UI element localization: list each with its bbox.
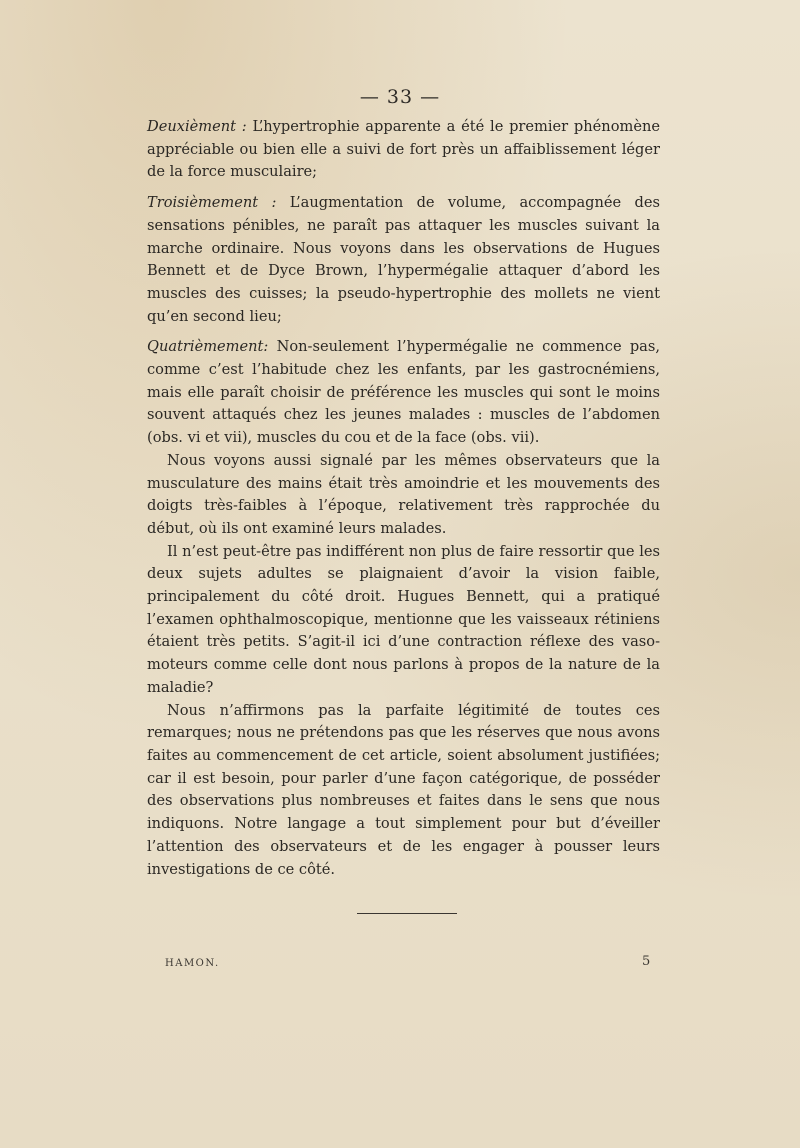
body-text — [147, 116, 660, 881]
paragraph-text: L’hypertrophie apparente a été le premier phénomène appréciable ou bien elle a suivi de fort près un affaiblissement léger de la force musculaire; — [147, 118, 660, 181]
paragraph-text: Non-seulement l’hypermégalie ne commence pas, comme c’est l’habitude chez les enfants, par les gastrocnémiens, mais elle paraît choisir de préférence les muscles qui sont le moins souvent attaqués chez les jeunes malades : muscles de l’abdomen (obs. vi et vii), muscles du cou et de la face (obs. vii). — [147, 338, 661, 447]
paragraph-text: Nous n’affirmons pas la parfaite légitimité de toutes ces remarques; nous ne prétendons pas que les réserves que nous avons faites au commencement de cet article, soient absolument justifiées; car il est besoin, pour parler d’une façon catégorique, de posséder des observations plus nombreuses et faites dans le sens que nous indiquons. Notre langage a tout simplement pour but d’éveiller l’attention des observateurs et de les engager à pousser leurs investigations de ce côté. — [147, 701, 660, 878]
paragraph — [147, 541, 660, 700]
paragraph — [147, 450, 660, 541]
signature-mark: HAMON. — [165, 958, 220, 969]
paragraph-lead: Deuxièment : — [147, 118, 247, 135]
paragraph-lead: Troisièmement : — [147, 194, 277, 212]
footnote-rule — [357, 913, 457, 914]
paragraph — [147, 336, 660, 450]
paragraph-lead: Quatrièmement: — [147, 338, 269, 356]
paragraph-text: Il n’est peut-être pas indifférent non plus de faire ressortir que les deux sujets adultes se plaignaient d’avoir la vision faible, principalement du côté droit. Hugues Bennett, qui a pratiqué l’examen ophthalmoscopique, mentionne que les vaisseaux rétiniens étaient très petits. S’agit-il ici d’une contraction réflexe des vaso-moteurs comme celle dont nous parlons à propos de la nature de la maladie? — [147, 542, 660, 696]
paragraph-text: L’augmentation de volume, accompagnée des sensations pénibles, ne paraît pas attaquer les muscles suivant la marche ordinaire. Nous voyons dans les observations de Hugues Bennett et de Dyce Brown, l’hypermégalie attaquer d’abord les muscles des cuisses; la pseudo-hypertrophie des mollets ne vient qu’en second lieu; — [147, 194, 660, 325]
paragraph-text: Nous voyons aussi signalé par les mêmes observateurs que la musculature des mains était très amoindrie et les mouvements des doigts très-faibles à l’époque, relativement très rapprochée du début, où ils ont examiné leurs malades. — [147, 451, 660, 537]
paragraph — [147, 700, 660, 882]
sheet-number: 5 — [642, 954, 651, 969]
paragraph — [147, 192, 660, 328]
page-number: — 33 — — [359, 86, 441, 108]
paragraph — [147, 116, 660, 184]
